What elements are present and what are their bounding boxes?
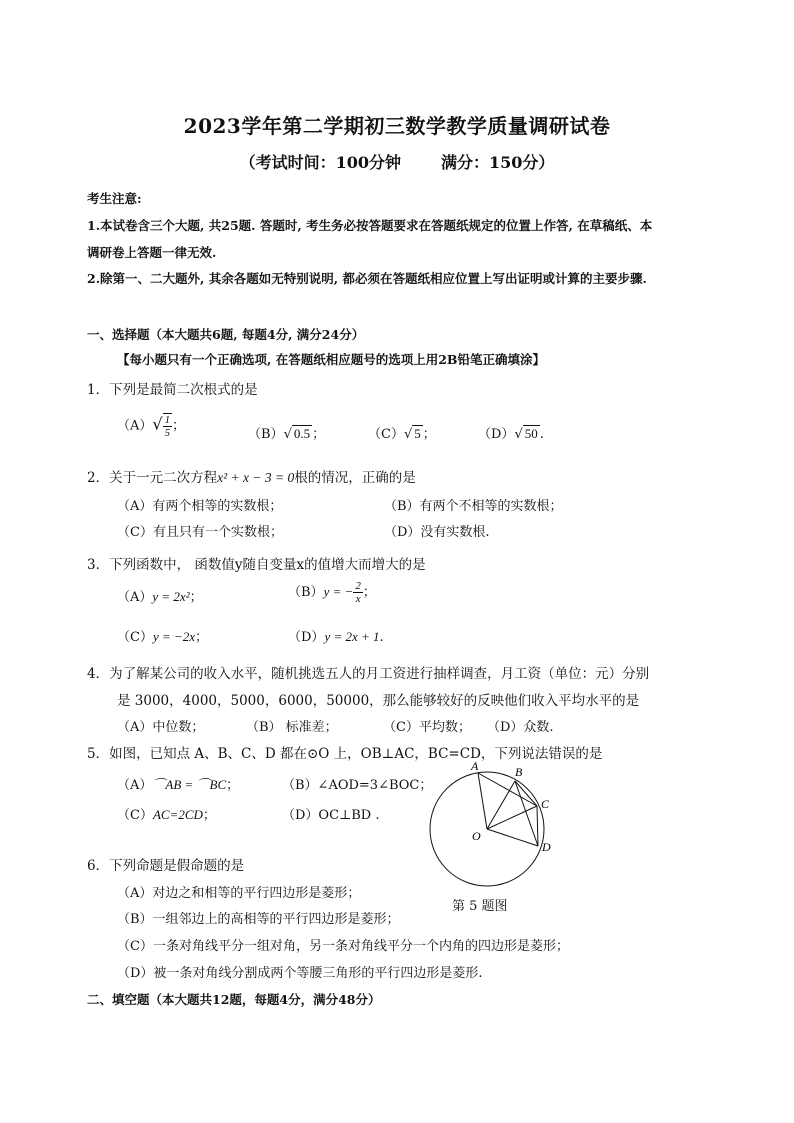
label-b: B (515, 765, 523, 779)
q2-stem: 2．关于一元二次方程x² + x − 3 = 0根的情况，正确的是 (87, 470, 416, 486)
q1-a-numerator: 1 (164, 414, 171, 426)
q2-option-d: （D）没有实数根. (384, 525, 490, 540)
q4-stem-line-1: 4．为了解某公司的收入水平，随机挑选五人的月工资进行抽样调查，月工资（单位：元）分别 (87, 666, 650, 682)
q1-option-c: （C）√ 5 ； (368, 426, 436, 442)
label-a: A (471, 759, 479, 773)
q1-c-radicand: 5 (414, 426, 421, 441)
exam-score: 满分：150分） (441, 153, 555, 172)
page-title: 2023学年第二学期初三数学教学质量调研试卷 (183, 114, 611, 138)
q5-circle-figure (420, 752, 570, 902)
q5-option-b: （B）∠AOD=3∠BOC； (282, 778, 433, 793)
q5-option-c: （C）AC=2CD； (117, 807, 216, 823)
q1-stem: 1．下列是最简二次根式的是 (87, 382, 258, 398)
q3-b-numerator: 2 (355, 580, 361, 592)
q6-option-b: （B）一组邻边上的高相等的平行四边形是菱形； (117, 912, 400, 927)
q1-a-denominator: 5 (164, 427, 171, 439)
label-d: D (542, 840, 551, 854)
q1-d-radicand: 50 (524, 426, 538, 441)
section-1-heading: 一、选择题（本大题共6题, 每题4分, 满分24分） (87, 327, 365, 342)
notice-heading: 考生注意: (87, 191, 142, 206)
exam-info (0, 150, 794, 173)
label-o: O (472, 829, 481, 843)
notice-item-1-line-2: 调研卷上答题一律无效. (87, 245, 217, 260)
q6-option-d: （D）被一条对角线分割成两个等腰三角形的平行四边形是菱形. (117, 966, 483, 981)
label-c: C (541, 797, 550, 811)
q6-stem: 6．下列命题是假命题的是 (87, 858, 245, 874)
segment-oc (487, 806, 537, 829)
segment-bc (515, 781, 537, 806)
q4-stem-line-2: 是 3000，4000，5000，6000，50000，那么能够较好的反映他们收入平均水平的是 (117, 693, 640, 709)
q3-option-c: （C）y = −2x； (117, 629, 209, 645)
exam-time: （考试时间：100分钟 (239, 153, 401, 172)
q3-option-b: （B）y = − $\frac{2}{x}$ ； (288, 580, 376, 605)
section-1-instruction: 【每小题只有一个正确选项, 在答题纸相应题号的选项上用2B铅笔正确填涂】 (117, 352, 545, 367)
q3-option-a: （A）y = 2x²； (117, 589, 203, 605)
q3-d-function: y = 2x + 1 (324, 629, 380, 644)
q2-equation: x² + x − 3 = 0 (217, 470, 295, 485)
figure-5-caption: 第 5 题图 (452, 899, 508, 914)
q6-option-a: （A）对边之和相等的平行四边形是菱形； (117, 886, 361, 901)
q4-option-c: （C）平均数； (383, 720, 471, 735)
segment-cd (537, 806, 538, 846)
q1-a-label: （A） (117, 418, 153, 434)
q3-option-d: （D）y = 2x + 1. (288, 629, 384, 645)
q3-stem: 3．下列函数中， 函数值y随自变量x的值增大而增大的是 (87, 557, 426, 573)
q5-option-a: （A）⌒AB = ⌒BC； (117, 777, 240, 793)
q1-option-d: （D）√ 50 . (478, 426, 544, 442)
segment-bd (515, 781, 538, 846)
q2-option-b: （B）有两个不相等的实数根； (384, 499, 563, 514)
q1-option-b: （B）√ 0.5 ； (248, 426, 326, 442)
q4-option-b: （B） 标准差； (246, 720, 338, 735)
q2-option-a: （A）有两个相等的实数根； (117, 499, 283, 514)
q6-option-c: （C）一条对角线平分一组对角，另一条对角线平分一个内角的四边形是菱形； (117, 939, 569, 954)
q3-c-function: y = −2x (152, 629, 196, 644)
segment-oa (478, 773, 487, 829)
q5-option-d: （D）OC⊥BD . (282, 808, 380, 823)
q2-option-c: （C）有且只有一个实数根； (117, 525, 283, 540)
q5-a-arcs: ⌒AB = ⌒BC (152, 777, 227, 792)
segment-od (487, 829, 538, 846)
section-2-heading: 二、填空题（本大题共12题，每题4分，满分48分） (87, 992, 381, 1007)
q1-b-radicand: 0.5 (293, 426, 311, 441)
q5-stem: 5．如图，已知点 A、B、C、D 都在⊙O 上，OB⊥AC，BC=CD，下列说法错误的是 (87, 746, 603, 762)
q4-option-d: （D）众数. (487, 720, 554, 735)
q3-a-function: y = 2x² (152, 589, 190, 604)
q1-option-a: （A）√ $\frac{1}{5}$ ； (117, 414, 186, 439)
q4-option-a: （A）中位数； (117, 720, 205, 735)
notice-item-2: 2.除第一、二大题外, 其余各题如无特别说明, 都必须在答题纸相应位置上写出证明或计算的主要步骤. (87, 271, 647, 286)
notice-item-1-line-1: 1.本试卷含三个大题, 共25题. 答题时, 考生务必按答题要求在答题纸规定的位置上作答, 在草稿纸、本 (87, 218, 653, 233)
segment-ob (487, 781, 515, 829)
q3-b-denominator: x (355, 593, 361, 605)
q5-c-equation: AC=2CD (152, 807, 203, 822)
